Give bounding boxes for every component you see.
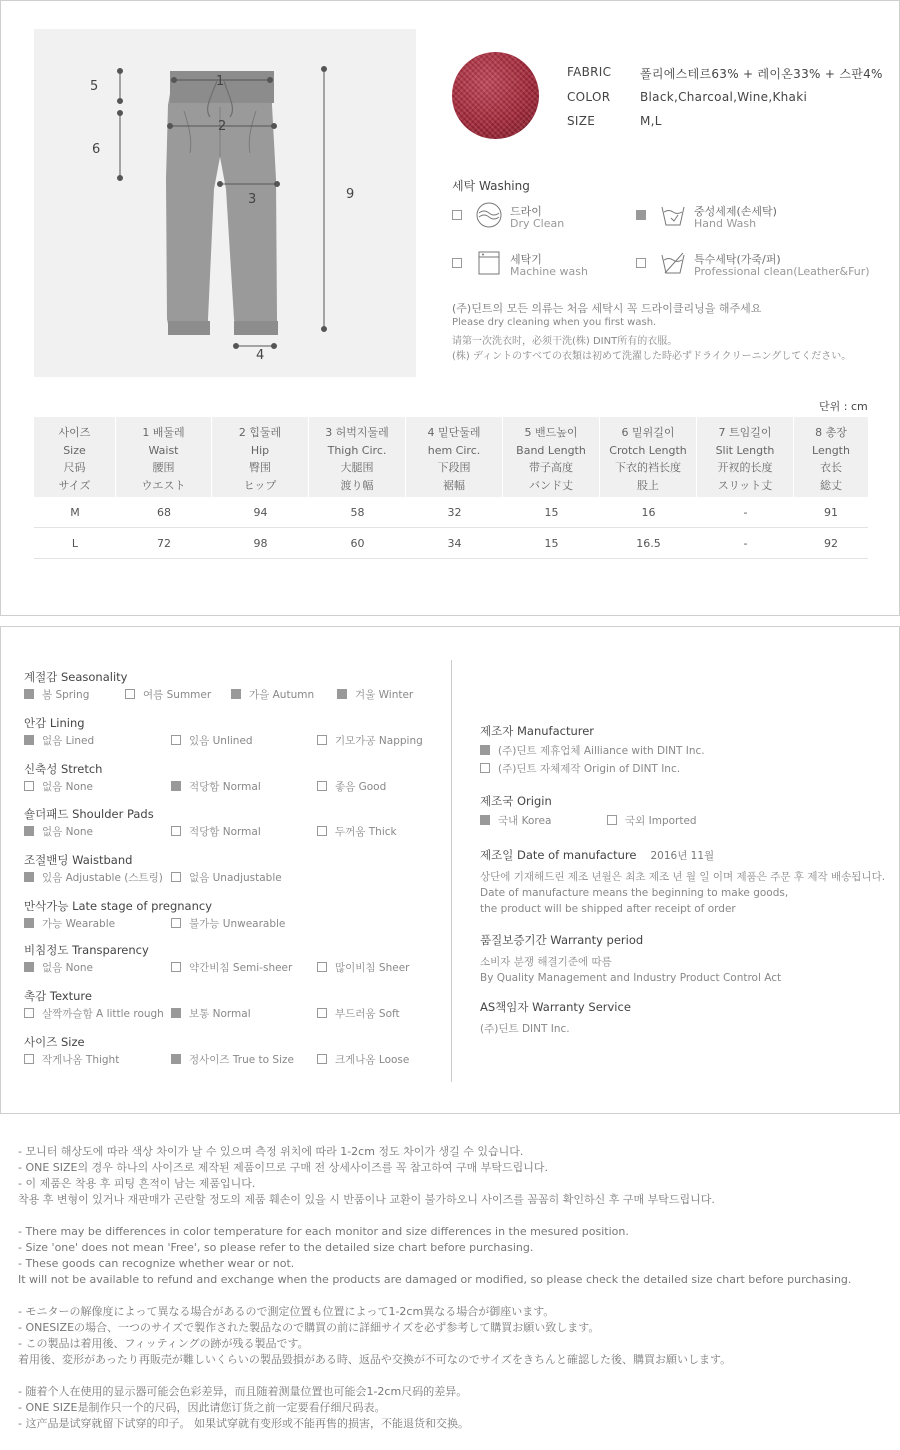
checkbox[interactable]	[24, 918, 34, 928]
notice-line: 着用後、変形があったり再販売が難しいくらいの製品毀損がある時、返品や交換が不可なのでサイズをきちんと確認した後、購買お願いします。	[18, 1353, 732, 1366]
option-summer[interactable]: 여름 Summer	[125, 687, 211, 702]
warranty-line: 소비자 분쟁 해결기준에 따름	[480, 956, 612, 968]
option-korea[interactable]: 국내 Korea	[480, 813, 551, 828]
wash-item-professional-clean	[636, 251, 870, 287]
size-unit: 단위 : cm	[819, 400, 868, 413]
wash-checkbox[interactable]	[452, 258, 462, 268]
option-rough[interactable]: 살짝까슬함 A little rough	[24, 1006, 164, 1021]
attr-lining	[24, 715, 423, 749]
checkbox[interactable]	[480, 745, 490, 755]
info-manufacturer	[480, 723, 705, 779]
attr-title: 계절감 Seasonality	[24, 670, 128, 684]
wash-item-machine-wash	[452, 251, 652, 287]
attr-shoulder-pads	[24, 806, 397, 840]
notice-line: - There may be differences in color temperature for each monitor and size differences in the mesured position.	[18, 1225, 629, 1238]
checkbox[interactable]	[317, 826, 327, 836]
header-cell-length: 8 총장 Length 衣长 総丈	[812, 426, 850, 492]
option-lined[interactable]: 없음 Lined	[24, 733, 94, 748]
table-cell: 16.5	[636, 537, 661, 550]
checkbox[interactable]	[171, 1008, 181, 1018]
checkbox[interactable]	[24, 1008, 34, 1018]
date-line: Date of manufacture means the beginning to make goods,	[480, 887, 789, 899]
notice-line: - ONESIZEの場合、一つのサイズで製作された製品なので購買の前に詳細サイズを必ず参考して購買お願い致します。	[18, 1321, 600, 1334]
wash-label-en: Dry Clean	[510, 217, 565, 230]
header-cell-size: 사이즈 Size 尺码 サイズ	[34, 417, 116, 497]
notice-line: - この製品は着用後、フィッティングの跡が残る製品です。	[18, 1337, 309, 1350]
info-title: 제조국 Origin	[480, 794, 552, 808]
option-semi-sheer[interactable]: 약간비침 Semi-sheer	[171, 960, 292, 975]
table-cell: 16	[641, 506, 656, 519]
checkbox[interactable]	[317, 962, 327, 972]
attr-seasonality	[24, 669, 414, 703]
attr-size-fit	[24, 1034, 410, 1068]
checkbox[interactable]	[24, 826, 34, 836]
checkbox[interactable]	[171, 872, 181, 882]
table-cell: 68	[157, 506, 171, 519]
checkbox[interactable]	[317, 1054, 327, 1064]
table-cell: 98	[253, 537, 268, 550]
header-cell-hem: 4 밑단둘레 hem Circ. 下段围 裾幅	[406, 417, 503, 497]
checkbox[interactable]	[171, 918, 181, 928]
option-sheer[interactable]: 많이비침 Sheer	[317, 960, 409, 975]
checkbox[interactable]	[231, 689, 241, 699]
measure-label-3: 3	[248, 192, 257, 207]
notice-line: - 모니터 해상도에 따라 색상 차이가 날 수 있으며 측정 위치에 따라 1-2cm 정도 차이가 생길 수 있습니다.	[18, 1145, 524, 1158]
attr-title: 비침정도 Transparency	[24, 943, 149, 957]
product-spec-panel	[0, 0, 900, 616]
table-cell: 15	[544, 506, 559, 519]
table-cell: 58	[350, 506, 365, 519]
date-line: the product will be shipped after receipt of order	[480, 903, 736, 915]
checkbox[interactable]	[24, 689, 34, 699]
notice-line: It will not be available to refund and exchange when the products are damaged or modified, so please check the detailed size chart before purchasing.	[18, 1273, 852, 1286]
wash-label-en: Machine wash	[510, 265, 588, 278]
dry-clean-icon	[475, 201, 503, 229]
info-warranty	[480, 932, 781, 986]
wash-note-kr: (주)딘트의 모든 의류는 처음 세탁시 꼭 드라이클리닝을 해주세요	[452, 302, 762, 315]
wash-checkbox[interactable]	[636, 210, 646, 220]
option-tight[interactable]: 작게나옴 Thight	[24, 1052, 119, 1067]
measure-label-6: 6	[92, 142, 101, 157]
wash-item-dry-clean	[452, 203, 652, 239]
attr-stretch	[24, 761, 387, 795]
info-title: 제조일 Date of manufacture 2016년 11월	[480, 848, 715, 862]
header-cell-hip: 2 힙둘레 Hip 臀围 ヒップ	[212, 417, 309, 497]
table-cell: 92	[824, 537, 838, 550]
checkbox[interactable]	[24, 735, 34, 745]
date-value: 2016년 11월	[650, 850, 715, 862]
table-row	[34, 528, 868, 559]
option-spring[interactable]: 봄 Spring	[24, 687, 89, 702]
measure-label-5: 5	[90, 79, 99, 94]
info-service	[480, 999, 631, 1037]
option-unadjustable[interactable]: 없음 Unadjustable	[171, 870, 282, 885]
attr-pregnancy	[24, 898, 286, 932]
table-cell: M	[70, 506, 80, 519]
table-cell: L	[71, 537, 79, 550]
notice-line: 착용 후 변형이 있거나 재판매가 곤란할 정도의 제품 훼손이 있을 시 반품이나 교환이 불가하오니 사이즈를 꼼꼼히 확인하신 후 구매 부탁드립니다.	[18, 1193, 715, 1206]
attr-title: 숄더패드 Shoulder Pads	[24, 807, 154, 821]
option-origin-dint[interactable]: (주)딘트 자체제작 Origin of DINT Inc.	[480, 761, 680, 776]
washing-title: 세탁 Washing	[452, 179, 530, 193]
color-value: Black,Charcoal,Wine,Khaki	[640, 90, 808, 104]
product-attributes-panel	[0, 626, 900, 1114]
notice-line: - These goods can recognize whether wear or not.	[18, 1257, 295, 1270]
color-label: COLOR	[567, 90, 611, 104]
info-title: AS책임자 Warranty Service	[480, 1000, 631, 1014]
measure-label-1: 1	[216, 74, 225, 89]
checkbox[interactable]	[171, 826, 181, 836]
wash-label-kr: 중성세제(손세탁)	[694, 205, 777, 218]
table-row	[34, 497, 868, 528]
table-cell: 34	[447, 537, 462, 550]
option-napping[interactable]: 기모가공 Napping	[317, 733, 423, 748]
wash-note-cn: 请第一次洗衣时，必须干洗(株) DINT所有的衣服。	[452, 336, 678, 347]
professional-clean-icon	[659, 249, 687, 277]
info-origin	[480, 793, 697, 831]
info-title: 제조자 Manufacturer	[480, 724, 595, 738]
size-table-header	[34, 417, 868, 497]
size-table	[34, 417, 868, 559]
header-cell-band: 5 밴드높이 Band Length 带子高度 バンド丈	[503, 417, 600, 497]
table-cell: -	[743, 537, 748, 550]
checkbox[interactable]	[171, 1054, 181, 1064]
header-cell-thigh: 3 허벅지둘레 Thigh Circ. 大腿围 渡り幅	[309, 417, 406, 497]
checkbox[interactable]	[24, 781, 34, 791]
header-cell-waist: 1 배둘레 Waist 腰围 ウエスト	[116, 417, 212, 497]
fabric-label: FABRIC	[567, 65, 612, 79]
machine-wash-icon	[475, 249, 503, 277]
option-loose[interactable]: 크게나옴 Loose	[317, 1052, 409, 1067]
option-none[interactable]: 없음 None	[24, 824, 93, 839]
option-normal[interactable]: 보통 Normal	[171, 1006, 251, 1021]
checkbox[interactable]	[24, 962, 34, 972]
wash-checkbox[interactable]	[636, 258, 646, 268]
notice-line: - ONE SIZE是制作只一个的尺码，因此请您订货之前一定要看仔细尺码表。	[18, 1401, 386, 1414]
wash-label-en: Hand Wash	[694, 217, 757, 230]
size-label: SIZE	[567, 114, 596, 128]
date-line: 상단에 기재해드린 제조 년월은 최초 제조 년 월 일 이며 제품은 주문 후 제작 배송됩니다.	[480, 871, 886, 883]
pants-measurement-illustration	[34, 29, 416, 377]
attr-title: 신축성 Stretch	[24, 762, 103, 776]
wash-label-kr: 특수세탁(가죽/퍼)	[694, 253, 781, 266]
checkbox[interactable]	[480, 763, 490, 773]
checkbox[interactable]	[317, 735, 327, 745]
option-imported[interactable]: 국외 Imported	[607, 813, 697, 828]
notice-line: - 随着个人在使用的显示器可能会色彩差异，而且随着测量位置也可能会1-2cm尺码的差异。	[18, 1385, 468, 1398]
option-soft[interactable]: 부드러움 Soft	[317, 1006, 400, 1021]
table-cell: -	[743, 506, 748, 519]
checkbox[interactable]	[24, 872, 34, 882]
attr-texture	[24, 988, 400, 1022]
option-unwearable[interactable]: 불가능 Unwearable	[171, 916, 285, 931]
checkbox[interactable]	[317, 781, 327, 791]
warranty-line: By Quality Management and Industry Product Control Act	[480, 972, 782, 984]
option-autumn[interactable]: 가을 Autumn	[231, 687, 314, 702]
notice-line: - Size 'one' does not mean 'Free', so please refer to the detailed size chart before purchasing.	[18, 1241, 534, 1254]
option-winter[interactable]: 겨울 Winter	[337, 687, 413, 702]
checkbox[interactable]	[607, 815, 617, 825]
table-cell: 15	[544, 537, 559, 550]
attr-title: 촉감 Texture	[24, 989, 92, 1003]
option-none[interactable]: 없음 None	[24, 779, 93, 794]
header-cell-slit: 7 트임길이 Slit Length 开衩的长度 スリット丈	[697, 417, 794, 497]
option-adjustable[interactable]: 있음 Adjustable (스트링)	[24, 870, 163, 885]
checkbox[interactable]	[125, 689, 135, 699]
option-wearable[interactable]: 가능 Wearable	[24, 916, 115, 931]
header-cell-crotch: 6 밑위길이 Crotch Length 下衣的裆长度 股上	[600, 417, 697, 497]
attr-title: 만삭가능 Late stage of pregnancy	[24, 899, 213, 913]
fabric-swatch	[452, 52, 539, 139]
checkbox[interactable]	[480, 815, 490, 825]
attr-title: 안감 Lining	[24, 716, 85, 730]
checkbox[interactable]	[171, 781, 181, 791]
attr-title: 조절밴딩 Waistband	[24, 853, 133, 867]
info-title: 품질보증기간 Warranty period	[480, 933, 644, 947]
notice-line: - 이 제품은 착용 후 피팅 흔적이 남는 제품입니다.	[18, 1177, 256, 1190]
measure-label-4: 4	[256, 348, 265, 363]
checkbox[interactable]	[171, 962, 181, 972]
checkbox[interactable]	[317, 1008, 327, 1018]
table-cell: 32	[447, 506, 462, 519]
size-value: M,L	[640, 114, 662, 128]
wash-note-en: Please dry cleaning when you first wash.	[452, 317, 657, 328]
notice-line: - 这产品是试穿就留下试穿的印子。 如果试穿就有变形或不能再售的损害，不能退货和交换。	[18, 1417, 469, 1430]
notice-line: - ONE SIZE의 경우 하나의 사이즈로 제작된 제품이므로 구매 전 상세사이즈를 꼭 참고하여 구매 부탁드립니다.	[18, 1161, 549, 1174]
hand-wash-icon	[659, 201, 687, 229]
option-alliance[interactable]: (주)딘트 제휴업체 Ailliance with DINT Inc.	[480, 743, 705, 758]
wash-label-kr: 드라이	[510, 205, 542, 218]
option-normal[interactable]: 적당함 Normal	[171, 824, 261, 839]
option-none[interactable]: 없음 None	[24, 960, 93, 975]
wash-label-kr: 세탁기	[510, 253, 542, 266]
attr-waistband	[24, 852, 282, 886]
wash-note-jp: (株) ディントのすべての衣類は初めて洗濯した時必ずドライクリーニングしてください。	[452, 351, 852, 362]
fabric-value: 폴리에스테르63% + 레이온33% + 스판4%	[640, 67, 883, 81]
option-unlined[interactable]: 있음 Unlined	[171, 733, 253, 748]
option-thick[interactable]: 두꺼움 Thick	[317, 824, 397, 839]
table-cell: 72	[157, 537, 171, 550]
table-cell: 91	[824, 506, 838, 519]
table-cell: 60	[350, 537, 365, 550]
measure-label-9: 9	[346, 187, 355, 202]
checkbox[interactable]	[171, 735, 181, 745]
purchase-notices	[18, 1144, 888, 1432]
table-cell: 94	[253, 506, 268, 519]
service-value: (주)딘트 DINT Inc.	[480, 1023, 570, 1035]
wash-checkbox[interactable]	[452, 210, 462, 220]
option-good[interactable]: 좋음 Good	[317, 779, 386, 794]
measure-label-2: 2	[218, 119, 227, 134]
notice-line: - モニターの解像度によって異なる場合があるので測定位置も位置によって1-2cm異なる場合が御座います。	[18, 1305, 555, 1318]
checkbox[interactable]	[337, 689, 347, 699]
attr-transparency	[24, 942, 410, 976]
checkbox[interactable]	[24, 1054, 34, 1064]
attr-title: 사이즈 Size	[24, 1035, 85, 1049]
wash-label-en: Professional clean(Leather&Fur)	[694, 265, 870, 278]
column-divider	[451, 660, 452, 1082]
option-normal[interactable]: 적당함 Normal	[171, 779, 261, 794]
info-date	[480, 847, 885, 917]
option-true-to-size[interactable]: 정사이즈 True to Size	[171, 1052, 294, 1067]
wash-item-hand-wash	[636, 203, 836, 239]
